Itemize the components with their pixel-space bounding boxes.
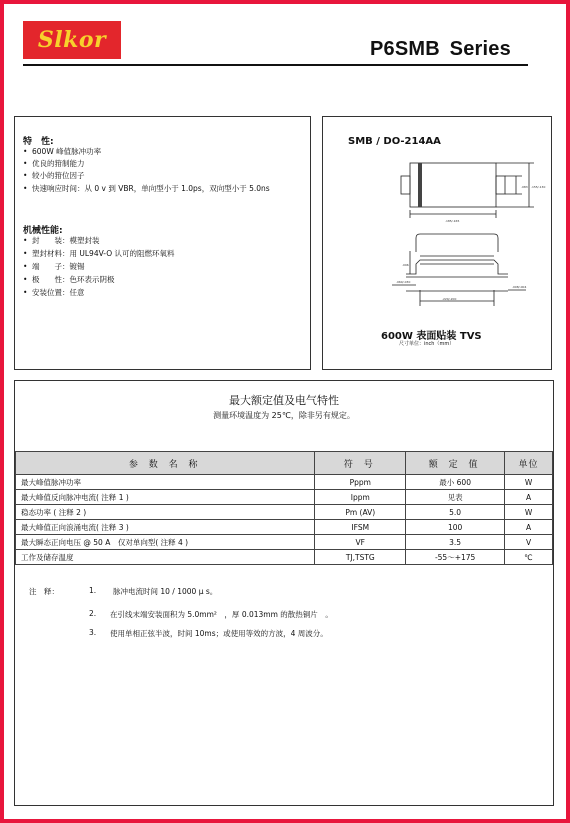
notes-label: 注 释： (29, 587, 59, 596)
symbol-cell: Ippm (315, 490, 406, 505)
feature-item: • 较小的箝位因子 (23, 171, 85, 180)
note-text: 在引线末端安装面积为 5.0mm² ，厚 0.013mm 的散热铜片 。 (110, 610, 333, 619)
ratings-subtitle: 测量环境温度为 25℃，除非另有规定。 (213, 411, 355, 420)
feature-item: • 快速响应时间：从 0 v 到 VBR，单向型小于 1.0ps，双向型小于 5.0ns (23, 184, 270, 193)
dim-label: .185/.165 (445, 219, 460, 223)
package-unit-note: 尺寸单位：inch（mm） (399, 341, 455, 347)
note-number: 2. (89, 609, 97, 618)
param-cell: 工作及储存温度 (16, 550, 315, 565)
value-cell: 5.0 (406, 505, 505, 520)
param-cell: 最大瞬态正向电压 @ 50 A 仅对单向型( 注释 4 ) (16, 535, 315, 550)
feature-item: • 600W 峰值脉冲功率 (23, 147, 102, 156)
unit-cell: A (505, 520, 553, 535)
value-cell: 100 (406, 520, 505, 535)
dim-label: .083 (521, 185, 528, 189)
symbol-cell: IFSM (315, 520, 406, 535)
dim-label: .060/.030 (396, 280, 411, 284)
mechanical-item: • 安装位置：任意 (23, 288, 85, 297)
value-cell: 最小 600 (406, 475, 505, 490)
series-title: P6SMB Series (370, 38, 511, 60)
table-row (16, 475, 553, 490)
ratings-title: 最大额定值及电气特性 (229, 394, 339, 407)
symbol-cell: Pm (AV) (315, 505, 406, 520)
dim-label: .155/.130 (531, 185, 546, 189)
note-text: 使用单相正弦半波，时间 10ms；或使用等效的方波，4 周波分。 (110, 629, 328, 638)
column-header: 符 号 (315, 452, 406, 475)
table-row (16, 535, 553, 550)
mechanical-item: • 端 子：镀锡 (23, 262, 85, 271)
title-rule (23, 64, 528, 66)
unit-cell: W (505, 505, 553, 520)
dim-label: .008/.004 (512, 285, 527, 289)
dim-label: .220/.200 (442, 297, 457, 301)
package-outline-drawing (322, 150, 552, 320)
value-cell: 3.5 (406, 535, 505, 550)
column-header: 参 数 名 称 (16, 452, 315, 475)
package-caption: 600W 表面贴装 TVS (381, 331, 482, 342)
symbol-cell: VF (315, 535, 406, 550)
slkor-logo: Slkor (23, 21, 121, 59)
mechanical-item: • 极 性：色环表示阴极 (23, 275, 115, 284)
param-cell: 最大峰值正向浪涌电流( 注释 3 ) (16, 520, 315, 535)
param-cell: 稳态功率 ( 注释 2 ) (16, 505, 315, 520)
unit-cell: V (505, 535, 553, 550)
param-cell: 最大峰值脉冲功率 (16, 475, 315, 490)
mechanical-item: • 塑封材料：用 UL94V-O 认可的阻燃环氧料 (23, 249, 175, 258)
mechanical-item: • 封 装：模塑封装 (23, 236, 100, 245)
mechanical-heading: 机械性能: (23, 226, 63, 236)
column-header: 单位 (505, 452, 553, 475)
unit-cell: ℃ (505, 550, 553, 565)
dim-label: .096 (402, 263, 409, 267)
feature-item: • 优良的箝制能力 (23, 159, 85, 168)
table-row (16, 550, 553, 565)
note-text: 脉冲电流时间 10 / 1000 μ s。 (113, 587, 218, 596)
table-row (16, 505, 553, 520)
note-number: 1. (89, 586, 97, 595)
param-cell: 最大峰值反向脉冲电流( 注释 1 ) (16, 490, 315, 505)
table-header-row (16, 452, 553, 475)
table-row (16, 490, 553, 505)
unit-cell: A (505, 490, 553, 505)
symbol-cell: Pppm (315, 475, 406, 490)
ratings-table (15, 451, 553, 565)
package-title: SMB / DO-214AA (348, 136, 441, 147)
value-cell: -55～+175 (406, 550, 505, 565)
column-header: 额 定 值 (406, 452, 505, 475)
features-heading: 特 性: (23, 137, 54, 147)
value-cell: 见表 (406, 490, 505, 505)
unit-cell: W (505, 475, 553, 490)
symbol-cell: TJ,TSTG (315, 550, 406, 565)
note-number: 3. (89, 628, 97, 637)
table-row (16, 520, 553, 535)
